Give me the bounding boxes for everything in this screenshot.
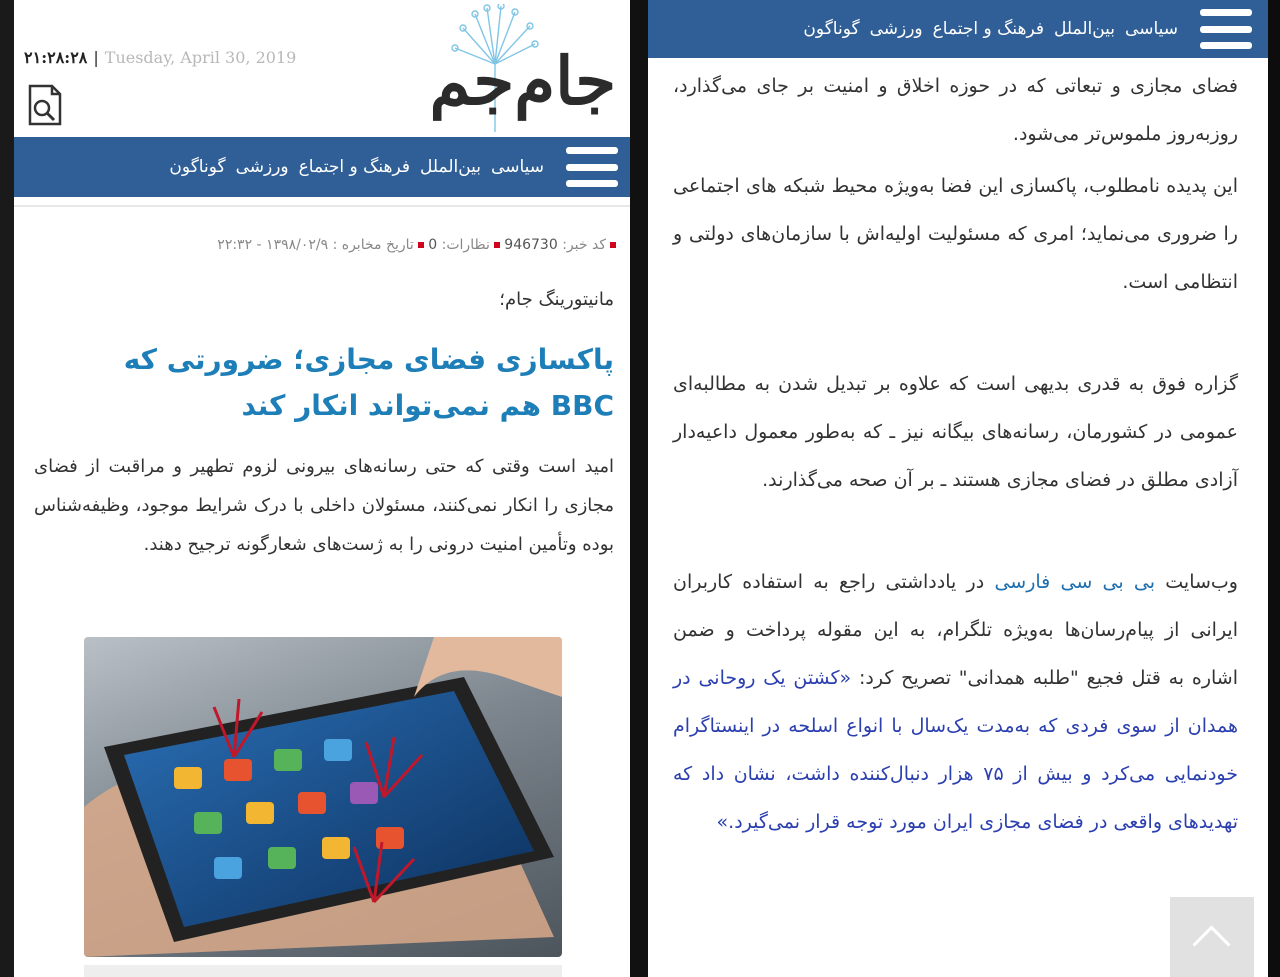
right-screenshot-panel [648, 0, 1268, 977]
meta-bullet [610, 242, 616, 248]
image-caption-bar [84, 965, 562, 977]
hamburger-menu-icon[interactable] [1200, 9, 1252, 49]
news-code-label: کد خبر: [562, 237, 606, 253]
views-value: 0 [428, 237, 438, 253]
smartphone-spikes-illustration [84, 637, 562, 957]
site-logo[interactable] [395, 4, 620, 132]
hamburger-menu-icon[interactable] [566, 147, 618, 187]
nav-item-miscellaneous[interactable]: گوناگون [803, 19, 860, 39]
article-body [673, 58, 1238, 846]
body-paragraph-3: گزاره فوق به قدری بدیهی است که علاوه بر تبدیل شدن به مطالبه‌ای عمومی در کشورمان، رسانه‌های بیگانه نیز ـ که به‌طور معمول داعیه‌دار آزادی مطلق در فضای مجازی هستند ـ بر آن صحه می‌گذارند. [673, 373, 1238, 491]
nav-item-international[interactable]: بین‌الملل [419, 157, 482, 177]
article-kicker: مانیتورینگ جام؛ [499, 289, 614, 310]
bbc-persian-link[interactable]: بی بی سی فارسی [994, 571, 1156, 593]
nav-items-right [803, 19, 1178, 39]
nav-item-sports[interactable]: ورزشی [869, 19, 923, 39]
nav-item-sports[interactable]: ورزشی [235, 157, 289, 177]
nav-item-culture-society[interactable]: فرهنگ و اجتماع [932, 19, 1044, 39]
article-lead: امید است وقتی که حتی رسانه‌های بیرونی لزوم تطهیر و مراقبت از فضای مجازی را انکار نمی‌کنند، مسئولان داخلی با درک شرایط موجود، وظیفه‌شناس بوده وتأمین امنیت درونی را به ژست‌های شعارگونه ترجیح دهند. [34, 456, 614, 555]
main-nav-bar-right [648, 0, 1268, 58]
article-image [84, 637, 562, 957]
nav-item-politics[interactable]: سیاسی [1125, 19, 1178, 39]
date-label: تاریخ مخابره : [332, 237, 414, 253]
date-value: ۱۳۹۸/۰۲/۹ - ۲۲:۳۲ [217, 237, 329, 253]
left-screenshot-panel [14, 0, 630, 977]
body-paragraph-2: این پدیده نامطلوب، پاکسازی این فضا به‌ویژه محیط شبکه های اجتماعی را ضروری می‌نماید؛ امری که مسئولیت اولیه‌اش با سازمان‌های دولتی و انتظامی است. [673, 175, 1238, 293]
article-headline: پاکسازی فضای مجازی؛ ضرورتی که BBC هم نمی‌تواند انکار کند [123, 343, 614, 422]
nav-item-miscellaneous[interactable]: گوناگون [169, 157, 226, 177]
main-nav-bar [14, 137, 630, 197]
datetime-separator: | [93, 48, 99, 67]
article-meta [217, 237, 616, 253]
quoted-statement: «کشتن یک روحانی در همدان از سوی فردی که به‌مدت یک‌سال با انواع اسلحه در اینستاگرام خودنمایی می‌کرد و بیش از ۷۵ هزار دنبال‌کننده داشت، نشان داد که تهدیدهای واقعی در فضای مجازی ایران مورد توجه قرار نمی‌گیرد.» [673, 667, 1238, 833]
screen-edge [1268, 0, 1280, 977]
body-paragraph-1: فضای مجازی و تبعاتی که در حوزه اخلاق و امنیت بر جای می‌گذارد، روزبه‌روز ملموس‌تر می‌شود. [673, 75, 1238, 145]
header-time: ۲۱:۲۸:۲۸ [24, 48, 88, 67]
views-label: نظارات: [441, 237, 490, 253]
header-date: Tuesday, April 30, 2019 [104, 48, 297, 67]
news-code-value: 946730 [504, 237, 558, 253]
meta-bullet [494, 242, 500, 248]
logo-wordmark: جام‌جم [429, 42, 616, 120]
p4-start: وب‌سایت [1165, 571, 1238, 593]
nav-items [169, 157, 544, 177]
nav-item-culture-society[interactable]: فرهنگ و اجتماع [298, 157, 410, 177]
article-area [14, 205, 630, 977]
p4-rest: در یادداشتی راجع به استفاده کاربران ایرانی از پیام‌رسان‌ها به‌ویژه تلگرام، به این مقوله پرداخت و ضمن اشاره به قتل فجیع "طلبه همدانی" تصریح کرد: [673, 571, 1238, 689]
scroll-to-top-button[interactable] [1170, 897, 1254, 977]
header-datetime [24, 48, 296, 67]
panel-divider [630, 0, 648, 977]
nav-item-politics[interactable]: سیاسی [491, 157, 544, 177]
document-search-icon[interactable] [24, 84, 64, 126]
nav-item-international[interactable]: بین‌الملل [1053, 19, 1116, 39]
body-paragraph-4 [673, 558, 1238, 846]
meta-bullet [418, 242, 424, 248]
site-header [14, 0, 630, 137]
